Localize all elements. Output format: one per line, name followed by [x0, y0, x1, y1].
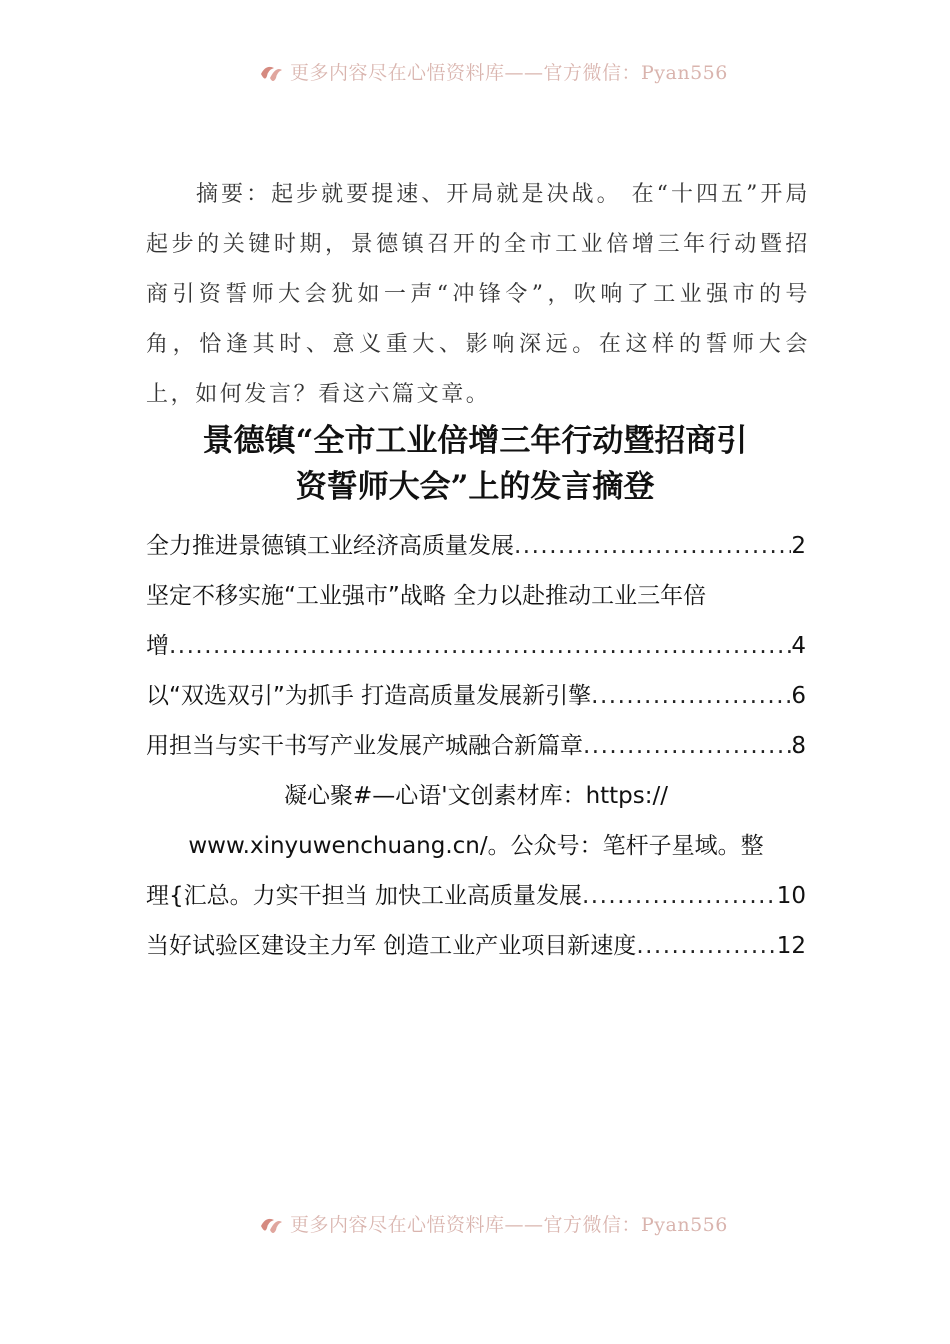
logo-icon: [258, 1212, 284, 1236]
title-line-1: 景德镇“全市工业倍增三年行动暨招商引: [202, 423, 748, 459]
toc-leader-dots: [591, 671, 791, 721]
toc-item-page: 8: [791, 733, 806, 759]
toc-item-page: 2: [791, 533, 806, 559]
toc-leader-dots: [582, 871, 777, 921]
toc-item[interactable]: [146, 871, 806, 921]
watermark-text: 更多内容尽在心悟资料库——官方微信：Pyan556: [290, 62, 728, 84]
toc-item-title: 当好试验区建设主力军 创造工业产业项目新速度: [146, 933, 637, 959]
toc-leader-dots: [636, 921, 776, 971]
toc-item-page: 10: [776, 883, 806, 909]
toc-item-title: 以“双选双引”为抓手 打造高质量发展新引擎: [146, 683, 592, 709]
document-title: [140, 418, 810, 510]
toc-item-title: 用担当与实干书写产业发展产城融合新篇章: [146, 733, 583, 759]
source-notice-line-2: www.xinyuwenchuang.cn/。公众号：笔杆子星域。整: [188, 833, 764, 859]
toc-item[interactable]: [146, 521, 806, 571]
title-line-2: 资誓师大会”上的发言摘登: [295, 469, 655, 505]
toc-item-title-continued: 增: [146, 633, 169, 659]
toc-item[interactable]: [146, 721, 806, 771]
toc-item-title: 全力推进景德镇工业经济高质量发展: [146, 533, 514, 559]
footer-watermark: [258, 1210, 728, 1237]
toc-item[interactable]: [146, 671, 806, 721]
toc-leader-dots: [169, 621, 791, 671]
toc-item-page: 6: [791, 683, 806, 709]
toc-item-page: 12: [776, 933, 806, 959]
logo-icon: [258, 60, 284, 84]
toc-leader-dots: [583, 721, 791, 771]
toc-item-title-wrap[interactable]: 坚定不移实施“工业强市”战略 全力以赴推动工业三年倍: [146, 583, 707, 609]
abstract-paragraph: 摘要：起步就要提速、开局就是决战。 在“十四五”开局起步的关键时期，景德镇召开的全市工业倍增三年行动暨招商引资誓师大会犹如一声“冲锋令”，吹响了工业强市的号角，恰逢其时、意义重大、影响深远。在这样的誓师大会上，如何发言？看这六篇文章。: [146, 182, 810, 407]
toc-item[interactable]: [146, 621, 806, 671]
toc-item[interactable]: [146, 921, 806, 971]
source-notice-line-1: 凝心聚#—心语'文创素材库：https://: [283, 783, 669, 809]
header-watermark: [258, 58, 728, 85]
watermark-text: 更多内容尽在心悟资料库——官方微信：Pyan556: [290, 1214, 728, 1236]
toc-item-title: 理{汇总。力实干担当 加快工业高质量发展: [146, 883, 582, 909]
toc-item-page: 4: [791, 633, 806, 659]
toc-leader-dots: [514, 521, 791, 571]
table-of-contents: [146, 521, 806, 971]
